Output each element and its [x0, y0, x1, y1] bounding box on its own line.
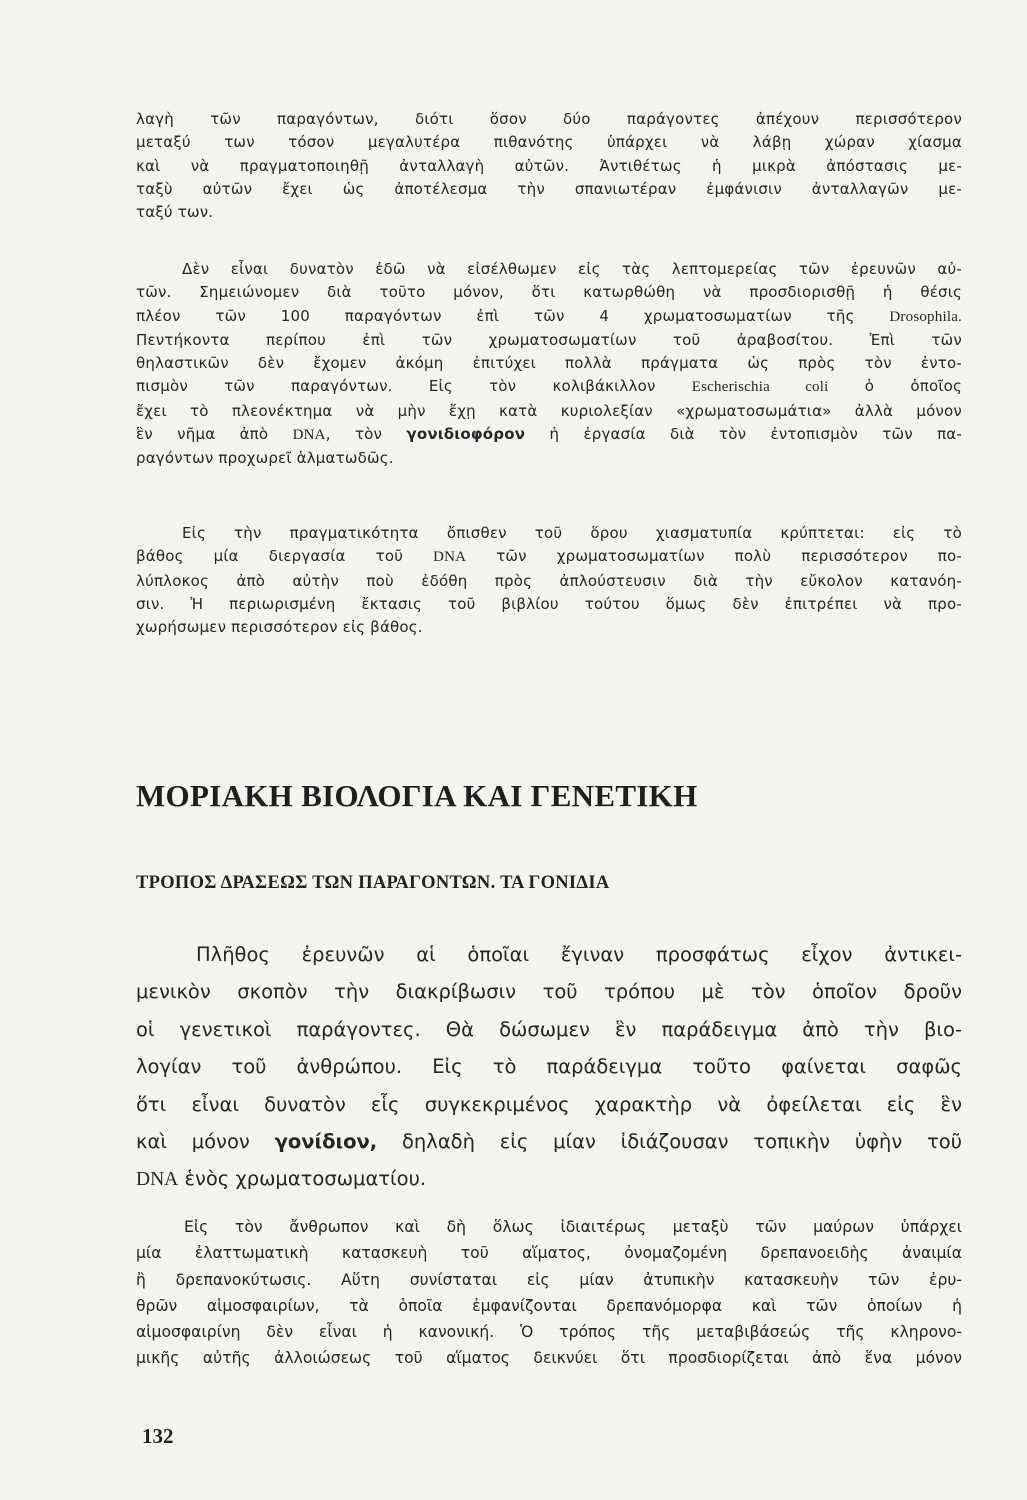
- bold-term: γονιδιοφόρον: [406, 425, 526, 444]
- text-line: θρῶν αἱμοσφαιρίων, τὰ ὁποῖα ἐμφανίζονται δρεπανόμορφα καὶ τῶν ὁποίων ἡ: [136, 1296, 962, 1315]
- species-name: Escherischia coli: [691, 379, 829, 396]
- text-line: ἔχει τὸ πλεονέκτημα νὰ μὴν ἔχῃ κατὰ κυριολεξίαν «χρωματοσωμάτια» ἀλλὰ μόνον: [136, 401, 962, 420]
- paragraph-sickle-cell: [136, 1214, 962, 1372]
- text-line: Πεντήκοντα περίπου ἐπὶ τῶν χρωματοσωματίων τοῦ ἀραβοσίτου. Ἐπὶ τῶν: [136, 330, 962, 349]
- text-line: ραγόντων προχωρεῖ ἁλματωδῶς.: [136, 449, 394, 468]
- text-run: ἡ ἐργασία διὰ τὸν ἐντοπισμὸν τῶν πα-: [525, 425, 962, 444]
- text-line: καὶ νὰ πραγματοποιηθῇ ἀνταλλαγὴ αὐτῶν. Ἀντιθέτως ἡ μικρὰ ἀπόστασις με-: [136, 156, 962, 175]
- text-line: ἢ δρεπανοκύτωσις. Αὕτη συνίσταται εἰς μίαν ἀτυπικὴν κατασκευὴν τῶν ἐρυ-: [136, 1270, 962, 1289]
- text-line: [136, 423, 962, 447]
- text-run: βάθος μία διεργασία τοῦ: [136, 547, 434, 566]
- text-run: τῶν χρωματοσωματίων πολὺ περισσότερον πο-: [466, 547, 962, 566]
- paragraph-crossing-over: [136, 522, 962, 639]
- text-run: δηλαδὴ εἰς μίαν ἰδιάζουσαν τοπικὴν ὑφὴν τοῦ: [377, 1130, 962, 1154]
- section-subheading: ΤΡΟΠΟΣ ΔΡΑΣΕΩΣ ΤΩΝ ΠΑΡΑΓΟΝΤΩΝ. ΤΑ ΓΟΝΙΔΙΑ: [136, 873, 610, 893]
- dna-term: DNA: [136, 1169, 179, 1191]
- text-line: ὅτι εἶναι δυνατὸν εἷς συγκεκριμένος χαρακτὴρ νὰ ὀφείλεται εἰς ἓν: [136, 1092, 962, 1116]
- text-line: Εἰς τὴν πραγματικότητα ὄπισθεν τοῦ ὅρου χιασματυπία κρύπτεται: εἰς τὸ: [182, 524, 962, 542]
- page-number: 132: [142, 1424, 174, 1448]
- paragraph-gene-mapping: [136, 258, 962, 471]
- text-run: ἑνὸς χρωματοσωματίου.: [178, 1167, 427, 1191]
- text-line: οἱ γενετικοὶ παράγοντες. Θὰ δώσωμεν ἓν παράδειγμα ἀπὸ τὴν βιο-: [136, 1017, 962, 1041]
- text-line: σιν. Ἡ περιωρισμένη ἔκτασις τοῦ βιβλίου τούτου ὅμως δὲν ἐπιτρέπει νὰ προ-: [136, 594, 962, 613]
- text-run: πλέον τῶν 100 παραγόντων ἐπὶ τῶν 4 χρωματοσωματίων τῆς: [136, 306, 890, 325]
- text-line: μεταξύ των τόσον μεγαλυτέρα πιθανότης ὑπάρχει νὰ λάβῃ χώραν χίασμα: [136, 133, 962, 152]
- text-line: [136, 1160, 962, 1198]
- text-line: ταξὺ αὐτῶν ἔχει ὡς ἀποτέλεσμα τὴν σπανιωτέραν ἐμφάνισιν ἀνταλλαγῶν με-: [136, 179, 962, 198]
- text-line: [136, 545, 962, 569]
- text-line: [136, 375, 962, 399]
- text-line: τῶν. Σημειώνομεν διὰ τοῦτο μόνον, ὅτι κατωρθώθη νὰ προσδιορισθῇ ἡ θέσις: [136, 283, 962, 302]
- text-line: μία ἐλαττωματικὴ κατασκευὴ τοῦ αἵματος, ὀνομαζομένη δρεπανοειδὴς ἀναιμία: [136, 1244, 962, 1263]
- text-run: ἓν νῆμα ἀπὸ: [136, 425, 293, 444]
- paragraph-genetic-distance: [136, 108, 962, 224]
- text-line: λογίαν τοῦ ἀνθρώπου. Εἰς τὸ παράδειγμα τοῦτο φαίνεται σαφῶς: [136, 1055, 962, 1079]
- text-line: χωρήσωμεν περισσότερον εἰς βάθος.: [136, 618, 423, 637]
- text-run: , τὸν: [325, 425, 407, 444]
- text-line: λαγὴ τῶν παραγόντων, διότι ὅσον δύο παράγοντες ἀπέχουν περισσότερον: [136, 110, 962, 128]
- species-name: Drosophila.: [889, 308, 962, 325]
- text-run: καὶ μόνον: [136, 1130, 275, 1154]
- bold-term: γονίδιον,: [274, 1130, 378, 1154]
- text-line: μενικὸν σκοπὸν τὴν διακρίβωσιν τοῦ τρόπου μὲ τὸν ὁποῖον δροῦν: [136, 980, 962, 1004]
- text-line: Δὲν εἶναι δυνατὸν ἐδῶ νὰ εἰσέλθωμεν εἰς τὰς λεπτομερείας τῶν ἐρευνῶν αὐ-: [182, 260, 962, 278]
- text-line: ταξύ των.: [136, 203, 214, 222]
- text-run: πισμὸν τῶν παραγόντων. Εἰς τὸν κολιβάκιλλον: [136, 377, 692, 396]
- text-line: [136, 1123, 962, 1160]
- dna-term: DNA: [292, 427, 326, 444]
- paragraph-gene-action: [136, 936, 962, 1199]
- dna-term: DNA: [433, 549, 467, 566]
- text-line: αἱμοσφαιρίνη δὲν εἶναι ἡ κανονική. Ὁ τρόπος τῆς μεταβιβάσεώς τῆς κληρονο-: [136, 1323, 962, 1342]
- chapter-heading: ΜΟΡΙΑΚΗ ΒΙΟΛΟΓΙΑ ΚΑΙ ΓΕΝΕΤΙΚΗ: [136, 778, 698, 813]
- text-line: λύπλοκος ἀπὸ αὐτὴν ποὺ ἐδόθη πρὸς ἀπλούστευσιν διὰ τὴν εὔκολον κατανόη-: [136, 571, 962, 590]
- text-line: Πλῆθος ἐρευνῶν αἱ ὁποῖαι ἔγιναν προσφάτως εἶχον ἀντικει-: [196, 943, 962, 966]
- text-line: [136, 305, 962, 329]
- text-line: Εἰς τὸν ἄνθρωπον καὶ δὴ ὅλως ἰδιαιτέρως μεταξὺ τῶν μαύρων ὑπάρχει: [184, 1218, 962, 1236]
- text-run: ὁ ὁποῖος: [828, 377, 962, 396]
- text-line: μικῆς αὐτῆς ἀλλοιώσεως τοῦ αἵματος δεικνύει ὅτι προσδιορίζεται ἀπὸ ἕνα μόνον: [136, 1349, 962, 1368]
- text-line: θηλαστικῶν δὲν ἔχομεν ἀκόμη ἐπιτύχει πολλὰ πράγματα ὡς πρὸς τὸν ἐντο-: [136, 354, 962, 373]
